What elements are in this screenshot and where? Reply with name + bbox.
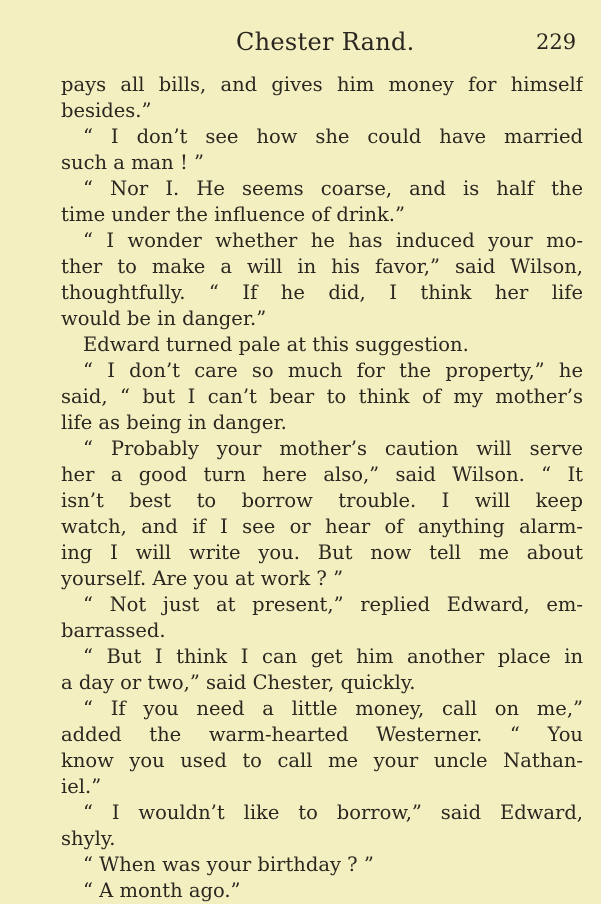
text-line: a day or two,” said Chester, quickly. <box>61 671 416 694</box>
text-line: “ I wouldn’t like to borrow,” said Edward, <box>83 801 583 824</box>
text-line: “ Nor I. He seems coarse, and is half the <box>83 177 583 200</box>
text-line: ther to make a will in his favor,” said Wilson, <box>61 255 583 278</box>
text-line: time under the influence of drink.” <box>61 203 405 226</box>
text-line: barrassed. <box>61 619 166 642</box>
text-line: pays all bills, and gives him money for himself <box>61 73 583 96</box>
text-line: shyly. <box>61 827 116 850</box>
text-line: “ I don’t care so much for the property,” he <box>83 359 583 382</box>
text-line: would be in danger.” <box>61 307 267 330</box>
text-line: added the warm-hearted Westerner. “ You <box>61 723 583 746</box>
text-line: isn’t best to borrow trouble. I will keep <box>61 489 583 512</box>
text-line: “ Not just at present,” replied Edward, em- <box>83 593 583 616</box>
running-title: Chester Rand. <box>236 28 415 56</box>
text-line: ing I will write you. But now tell me about <box>61 541 583 564</box>
text-line: iel.” <box>61 775 102 798</box>
text-line: “ When was your birthday ? ” <box>83 853 374 876</box>
text-line: yourself. Are you at work ? ” <box>61 567 344 590</box>
text-line: her a good turn here also,” said Wilson. “ It <box>61 463 583 486</box>
text-line: Edward turned pale at this suggestion. <box>83 333 469 356</box>
page-body <box>61 72 583 904</box>
text-line: said, “ but I can’t bear to think of my mother’s <box>61 385 583 408</box>
page-number: 229 <box>536 30 577 54</box>
text-line: thoughtfully. “ If he did, I think her life <box>61 281 583 304</box>
text-line: such a man ! ” <box>61 151 204 174</box>
text-line: life as being in danger. <box>61 411 287 434</box>
page-header <box>0 28 601 60</box>
text-line: “ I wonder whether he has induced your mo- <box>83 229 583 252</box>
text-line: “ I don’t see how she could have married <box>83 125 583 148</box>
text-line: besides.” <box>61 99 152 122</box>
text-line: “ If you need a little money, call on me,” <box>83 697 583 720</box>
text-line: “ But I think I can get him another place in <box>83 645 583 668</box>
text-line: “ A month ago.” <box>83 879 241 902</box>
text-line: know you used to call me your uncle Nathan- <box>61 749 583 772</box>
text-line: “ Probably your mother’s caution will serve <box>83 437 583 460</box>
text-line: watch, and if I see or hear of anything alarm- <box>61 515 583 538</box>
